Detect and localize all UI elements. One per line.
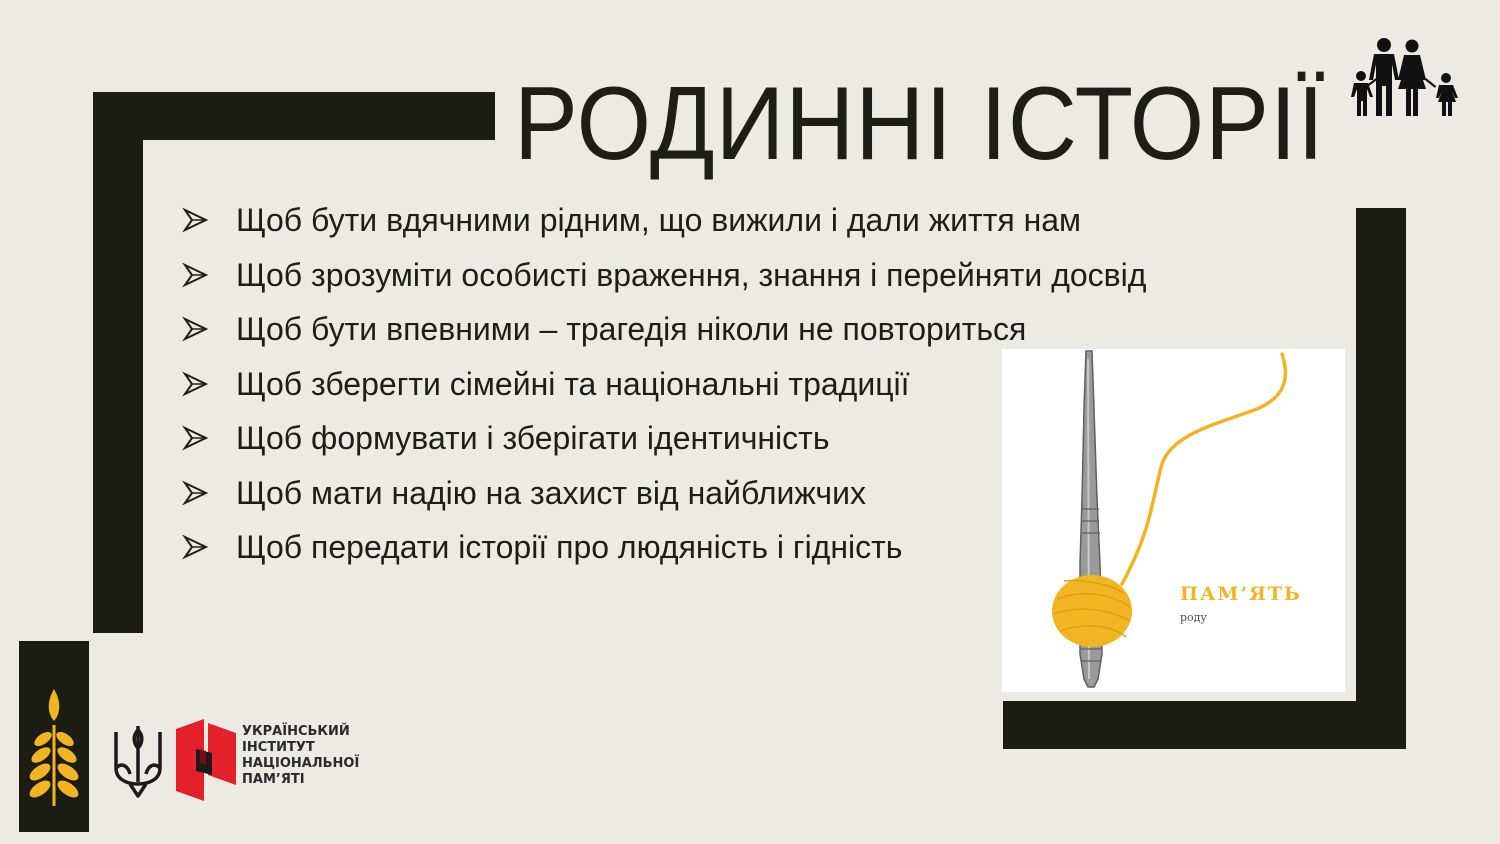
memorial-panel bbox=[19, 641, 89, 832]
bullet-text: Щоб зберегти сімейні та національні традиції bbox=[236, 365, 910, 402]
arrow-bullet-icon bbox=[182, 534, 208, 560]
book-cover-image bbox=[1002, 349, 1345, 692]
arrow-bullet-icon bbox=[182, 316, 208, 342]
institute-logo-icon bbox=[176, 719, 236, 801]
bullet-text: Щоб формувати і зберігати ідентичність bbox=[236, 420, 830, 456]
bullet-text: Щоб бути вдячними рідним, що вижили і дали життя нам bbox=[236, 202, 1082, 238]
institute-name-line: ІНСТИТУТ bbox=[242, 740, 315, 755]
arrow-bullet-icon bbox=[182, 425, 208, 451]
arrow-bullet-icon bbox=[182, 262, 208, 288]
cover-title: ПАМ’ЯТЬ bbox=[1180, 583, 1302, 605]
bullet-text: Щоб передати історії про людяність і гідність bbox=[236, 529, 903, 565]
bullet-text: Щоб зрозуміти особисті враження, знання і перейняти досвід bbox=[236, 256, 1147, 293]
trident-icon bbox=[110, 722, 166, 800]
bullet-text: Щоб бути впевними – трагедія ніколи не повториться bbox=[236, 311, 1027, 347]
spindle-yarn-illustration bbox=[1002, 349, 1345, 692]
institute-name-line: ПАМ’ЯТІ bbox=[242, 772, 305, 787]
frame-top-left-vertical bbox=[93, 92, 143, 633]
slide-title: РОДИННІ ІСТОРІЇ bbox=[514, 66, 1325, 182]
cover-subtitle: роду bbox=[1180, 611, 1207, 624]
bullet-item bbox=[182, 193, 1146, 248]
arrow-bullet-icon bbox=[182, 207, 208, 233]
frame-bottom-right-vertical bbox=[1356, 208, 1406, 749]
bullet-text: Щоб мати надію на захист від найближчих bbox=[236, 474, 866, 511]
institute-name-line: НАЦІОНАЛЬНОЇ bbox=[242, 756, 360, 771]
institute-name bbox=[242, 724, 359, 788]
family-icon bbox=[1346, 36, 1464, 118]
frame-bottom-right-horizontal bbox=[1003, 701, 1406, 749]
arrow-bullet-icon bbox=[182, 371, 208, 397]
wheat-memorial-icon bbox=[19, 641, 89, 832]
institute-name-line: УКРАЇНСЬКИЙ bbox=[242, 724, 350, 739]
bullet-item bbox=[182, 248, 1146, 303]
frame-top-left-horizontal bbox=[93, 92, 495, 140]
arrow-bullet-icon bbox=[182, 480, 208, 506]
